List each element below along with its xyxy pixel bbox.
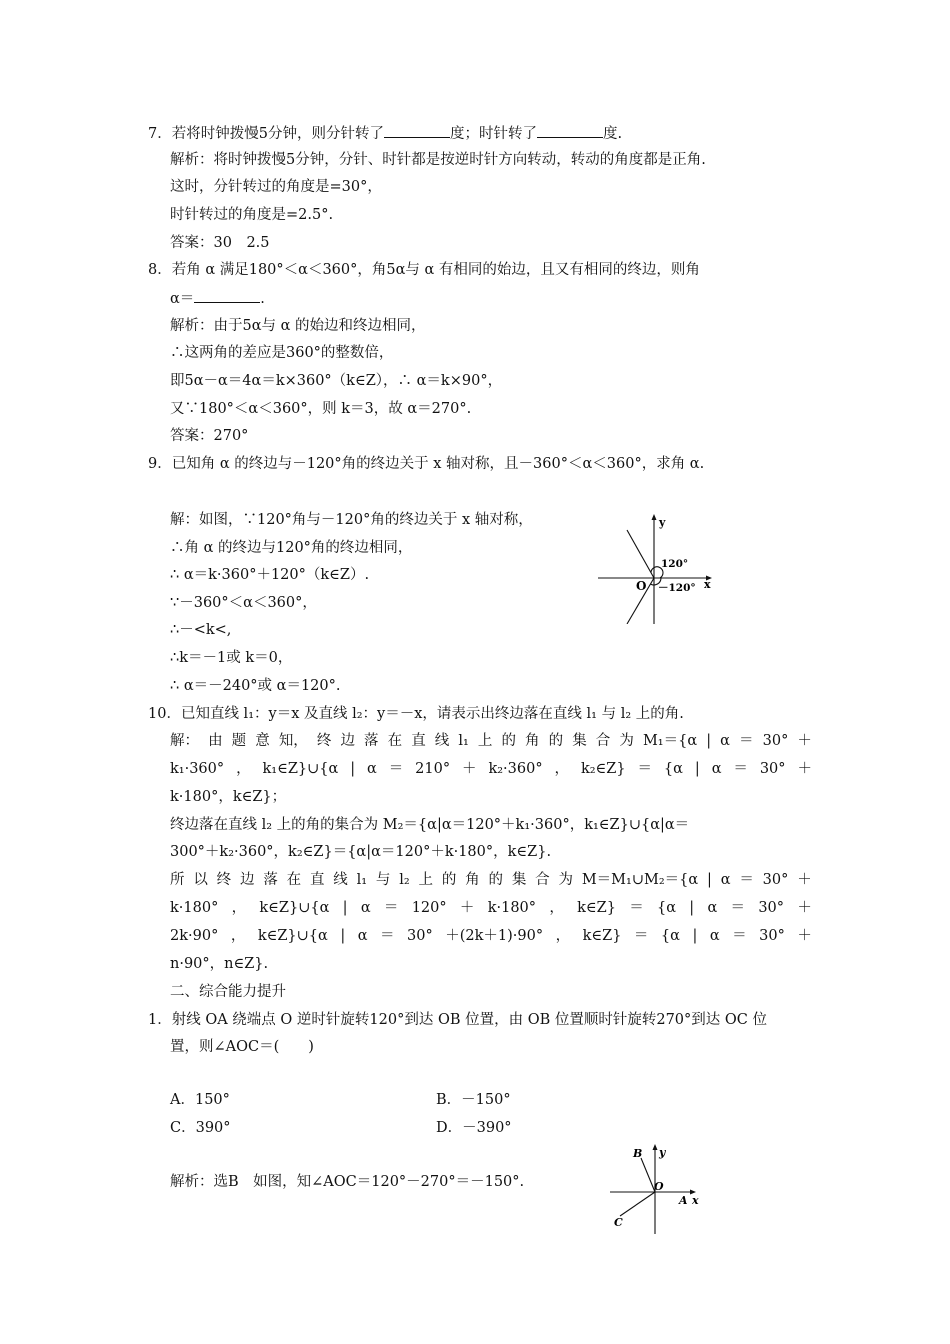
option-c: C．390° — [170, 1120, 231, 1136]
text-token: 为 — [558, 872, 573, 888]
text-token: 知， — [278, 733, 308, 749]
q8-solution-2: ∴这两角的差应是360°的整数倍， — [170, 345, 394, 361]
text-token: 以 — [193, 872, 208, 888]
text-token: ＋ — [797, 761, 812, 777]
text-token: ＝ — [732, 928, 747, 944]
text-token: k₂∈Z} — [580, 761, 626, 777]
q7-solution-2: 这时，分针转过的角度是=30°， — [170, 179, 382, 195]
text-token: 直 — [411, 733, 426, 749]
q9-solution-5: ∴－<k<, — [170, 622, 232, 638]
text-token: 为 — [619, 733, 634, 749]
ray-oc — [620, 1192, 655, 1216]
q8-stem-1: 8．若角 α 满足180°＜α＜360°，角5α与 α 有相同的始边，且又有相同的终边，则角 — [148, 262, 700, 278]
text-token: | — [706, 733, 712, 749]
text-token: 的 — [548, 733, 564, 749]
text-token: 集 — [572, 733, 587, 749]
point-a-label: A — [679, 1194, 688, 1207]
text-token: ＝ — [739, 733, 754, 749]
text-token: 题 — [231, 733, 247, 749]
y-label: y — [659, 1146, 666, 1159]
q7-answer: 答案：30 2.5 — [170, 235, 270, 251]
q11-figure — [606, 1140, 706, 1234]
text-token: {α — [660, 928, 680, 944]
text-token: k∈Z}∪{α — [257, 928, 328, 944]
text-token: ， — [555, 928, 571, 944]
text-token: 在 — [286, 872, 302, 888]
text-token: k∈Z} — [577, 900, 616, 916]
text-token: 集 — [511, 872, 527, 888]
y-axis-arrow — [653, 1144, 658, 1150]
q10-para3-end: n·90°，n∈Z}. — [170, 956, 269, 972]
text-token: 线 — [333, 872, 348, 888]
text-token: ， — [236, 761, 251, 777]
q11-stem-1: 1．射线 OA 绕端点 O 逆时针旋转120°到达 OB 位置，由 OB 位置顺时针旋转270°到达 OC 位 — [148, 1012, 767, 1028]
text-token: | — [706, 872, 712, 888]
text-token: ＋ — [797, 872, 812, 888]
text-token: ＋ — [797, 928, 812, 944]
text-token: 30° — [407, 928, 433, 944]
text-token: | — [692, 928, 698, 944]
text-token: 30° — [759, 928, 785, 944]
text-token: 意 — [255, 733, 270, 749]
origin-label: O — [636, 579, 647, 593]
x-label: x — [704, 578, 711, 591]
point-b-label: B — [633, 1147, 643, 1160]
text-token: 2k·90° — [170, 928, 219, 944]
q10-para3-line3 — [170, 926, 812, 946]
text-token: | — [689, 900, 695, 916]
text-token: ＝ — [633, 928, 649, 944]
text-token: ＋ — [459, 900, 475, 916]
q11-stem-2: 置，则∠AOC＝( ) — [170, 1039, 314, 1055]
q7-solution-1: 解析：将时钟拨慢5分钟，分针、时针都是按逆时针方向转动，转动的角度都是正角. — [170, 152, 706, 168]
q10-para1-line1 — [170, 731, 812, 751]
text-token: 线 — [434, 733, 450, 749]
text-token: | — [350, 761, 356, 777]
ray-ob — [641, 1158, 655, 1192]
text-token: α — [711, 761, 722, 777]
text-token: {α — [663, 761, 683, 777]
text-token: α — [707, 900, 718, 916]
q9-solution-3: ∴ α＝k·360°＋120°（k∈Z）. — [170, 567, 370, 583]
text-token: ＝ — [733, 761, 748, 777]
q9-solution-4: ∵－360°＜α＜360°， — [170, 595, 317, 611]
text-token: 30° — [762, 733, 789, 749]
text-token: α — [357, 928, 368, 944]
text-token: ＝ — [730, 900, 746, 916]
angle-label-120: 120° — [661, 558, 689, 570]
q8-stem-2: α＝ . — [170, 288, 265, 309]
q9-solution-1: 解：如图，∵120°角与－120°角的终边关于 x 轴对称， — [170, 512, 533, 528]
text-token: k₁·360° — [170, 761, 225, 777]
text-token: k∈Z} — [582, 928, 622, 944]
text-token: 上 — [418, 872, 434, 888]
y-label: y — [659, 516, 666, 529]
text-token: 30° — [758, 900, 785, 916]
answer-blank — [537, 123, 603, 138]
text-token: ＝ — [388, 761, 404, 777]
text-token: ＋ — [797, 733, 812, 749]
q8-solution-3: 即5α－α＝4α＝k×360°（k∈Z），∴ α＝k×90°， — [170, 373, 503, 389]
q9-stem: 9．已知角 α 的终边与－120°角的终边关于 x 轴对称，且－360°＜α＜360°，求角 α. — [148, 456, 705, 472]
text-token: α — [720, 733, 730, 749]
text-token: 30° — [759, 761, 786, 777]
text-token: 合 — [535, 872, 550, 888]
q8-answer: 答案：270° — [170, 428, 249, 444]
text-token: k₁∈Z}∪{α — [262, 761, 339, 777]
text-token: α — [720, 872, 731, 888]
text-token: 的 — [501, 733, 516, 749]
text-token: k·180° — [170, 900, 219, 916]
text-token: ＋ — [462, 761, 477, 777]
text-token: 角 — [525, 733, 540, 749]
text-token: 所 — [170, 872, 185, 888]
text-token: l₂ — [399, 872, 410, 888]
text-token: 120° — [411, 900, 447, 916]
text-token: k·180° — [487, 900, 537, 916]
x-label: x — [692, 1194, 699, 1207]
answer-blank — [194, 288, 260, 303]
terminal-side-120 — [627, 530, 654, 578]
text-token: 的 — [488, 872, 503, 888]
text-token: l₁ — [458, 733, 469, 749]
text-token: M₁＝{α — [642, 733, 698, 749]
q8-solution-1: 解析：由于5α与 α 的始边和终边相同， — [170, 318, 426, 334]
text-token: | — [694, 761, 700, 777]
text-token: ， — [554, 761, 570, 777]
text-token: k₂·360° — [488, 761, 543, 777]
text-token: ＝ — [383, 900, 399, 916]
text-token: ＝ — [380, 928, 395, 944]
text-token: 在 — [387, 733, 403, 749]
text-token: 上 — [477, 733, 493, 749]
option-d: D．－390° — [436, 1120, 512, 1136]
text-token: k∈Z}∪{α — [259, 900, 330, 916]
text-token: 边 — [239, 872, 255, 888]
text-token: | — [342, 900, 348, 916]
text-token: 终 — [316, 733, 332, 749]
origin-label: O — [654, 1180, 664, 1193]
option-a: A．150° — [170, 1092, 230, 1108]
text-token: ＋(2k＋1)·90° — [445, 928, 544, 944]
q7-stem: 7．若将时钟拨慢5分钟，则分针转了 度；时针转了 度. — [148, 123, 622, 144]
text-token: 角 — [465, 872, 480, 888]
q10-stem: 10．已知直线 l₁：y＝x 及直线 l₂：y＝－x，请表示出终边落在直线 l₁ 与 l₂ 上的角. — [148, 706, 684, 722]
text-token: ＋ — [797, 900, 812, 916]
text-token: ＝ — [629, 900, 644, 916]
text-token: 落 — [263, 872, 278, 888]
text-token: 直 — [309, 872, 325, 888]
text-token: ＝ — [739, 872, 754, 888]
q11-solution: 解析：选B 如图，知∠AOC＝120°－270°＝－150°. — [170, 1174, 525, 1190]
text-token: ， — [231, 900, 247, 916]
q9-figure — [598, 512, 718, 624]
option-b: B．－150° — [436, 1092, 511, 1108]
text-token: | — [340, 928, 346, 944]
text-token: 解： — [170, 733, 199, 749]
section-heading: 二、综合能力提升 — [170, 984, 286, 1000]
q10-para2-line2: 300°＋k₂·360°，k₂∈Z}＝{α|α＝120°＋k·180°，k∈Z}. — [170, 844, 552, 860]
y-axis-arrow — [652, 514, 657, 520]
q10-para1-end: k·180°，k∈Z}； — [170, 789, 287, 805]
q9-solution-6: ∴k＝－1或 k＝0， — [170, 650, 293, 666]
text-token: α — [709, 928, 720, 944]
text-token: 的 — [441, 872, 457, 888]
text-token: α — [367, 761, 377, 777]
point-c-label: C — [614, 1216, 623, 1229]
q8-solution-4: 又∵180°＜α＜360°，则 k＝3，故 α＝270°. — [170, 401, 472, 417]
text-token: 边 — [340, 733, 355, 749]
text-token: 合 — [595, 733, 611, 749]
q10-para3-line2 — [170, 898, 812, 918]
q10-para3-line1 — [170, 870, 812, 890]
text-token: 210° — [415, 761, 451, 777]
text-token: ＝ — [637, 761, 652, 777]
text-token: 与 — [375, 872, 391, 888]
q9-solution-7: ∴ α＝－240°或 α＝120°. — [170, 678, 341, 694]
text-token: 落 — [364, 733, 379, 749]
q10-para1-line2 — [170, 759, 812, 779]
text-token: 由 — [208, 733, 223, 749]
text-token: α — [360, 900, 371, 916]
text-token: 终 — [216, 872, 232, 888]
angle-label-minus-120: －120° — [658, 582, 696, 594]
answer-blank — [384, 123, 450, 138]
q7-solution-3: 时针转过的角度是=2.5°. — [170, 207, 334, 223]
text-token: l₁ — [356, 872, 368, 888]
q10-para2-line1: 终边落在直线 l₂ 上的角的集合为 M₂＝{α|α＝120°＋k₁·360°，k₁∈Z}∪{α|α＝ — [170, 817, 690, 833]
text-token: {α — [656, 900, 677, 916]
text-token: 30° — [762, 872, 789, 888]
text-token: ， — [549, 900, 564, 916]
text-token: M＝M₁∪M₂＝{α — [581, 872, 699, 888]
q9-solution-2: ∴角 α 的终边与120°角的终边相同， — [170, 540, 413, 556]
text-token: ， — [230, 928, 246, 944]
